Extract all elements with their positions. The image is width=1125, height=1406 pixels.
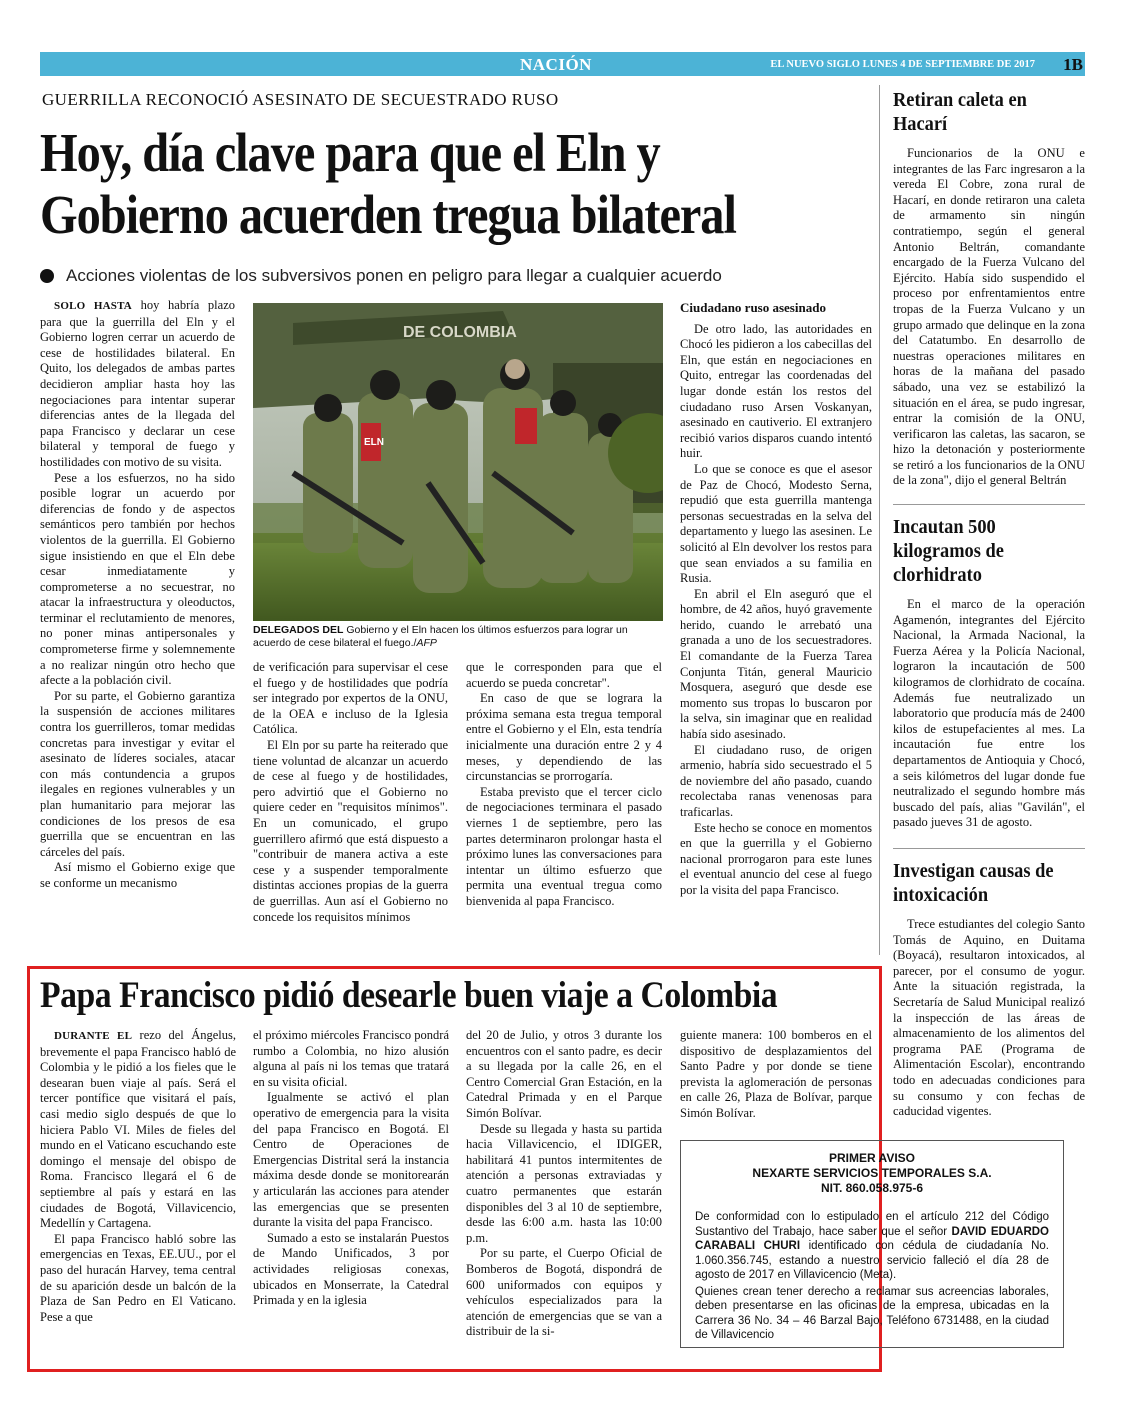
paragraph: Desde su llegada y hasta su partida hacia Villavicencio, el IDIGER, habilitará 41 puntos intermitentes de atención a personas extraviadas y cuatro permanentes que estarán disponibles del 3 al 10 de septiembre, desde las 6:00 a.m. hasta las 10:00 p.m. <box>466 1121 662 1245</box>
notice-text: identificado con cédula de ciudadanía No. 1.060.356.745, estando a nuestro servicio falleció el día 28 de agosto de 2017 en Villavicencio (Meta). <box>695 1240 1049 1281</box>
caption-lead: DELEGADOS DEL <box>253 624 344 636</box>
page-number: 1B <box>1063 55 1083 74</box>
caption-text: Gobierno y el Eln hacen los últimos esfuerzos para lograr un acuerdo de cese bilateral el fuego./ <box>253 624 628 649</box>
sidebar-rule <box>893 848 1085 849</box>
subsection-title: Ciudadano ruso asesinado <box>680 300 826 315</box>
lead-in: DURANTE EL <box>54 1030 133 1042</box>
paragraph: Estaba previsto que el tercer ciclo de negociaciones terminara el pasado viernes 1 de septiembre, pero las partes determinaron prolongar hasta el próximo lunes las conversaciones para intentar un último esfuerzo que permita una eventual tregua como bienvenida al papa Francisco. <box>466 784 662 908</box>
paragraph: Este hecho se conoce en momentos en que la guerrilla y el Gobierno nacional prorrogaron para este lunes el eventual anuncio del cese al fuego por la visita del papa Francisco. <box>680 820 872 897</box>
notice-nit: NIT. 860.058.975-6 <box>820 1181 924 1195</box>
paragraph: En abril el Eln aseguró que el hombre, de 42 años, huyó gravemente herido, cuando le arrebató una granada a uno de los secuestradores. El comandante de la Fuerza Tarea Conjunta Titán, general Mauricio Mosquera, aseguró que desde ese momento sus tropas lo buscaron por la selva, sin imaginar que en realidad había sido asesinado. <box>680 586 872 742</box>
paragraph-text: hoy habría plazo para que la guerrilla del Eln y el Gobierno logren cerrar un acuerdo de cese de hostilidades bilateral. En Quito, los delegados de ambas partes decidieron ampliar hasta hoy las negociaciones para intentar superar diferencias antes de la llegada del papa Francisco y declarar un cese bilateral y temporal de fuego y hostilidades con motivo de su visita. <box>40 298 235 469</box>
sidebar-story-caleta <box>893 88 1085 489</box>
photo-credit: AFP <box>416 637 437 649</box>
sidebar-story-incautan <box>893 498 1085 831</box>
pope-column-4 <box>680 1028 872 1122</box>
paragraph: Por su parte, el Gobierno garantiza la suspensión de acciones militares contra los guerrilleros, tomar medidas concretas para investigar y evitar el asesinato de líderes sociales, atacar con más contundencia a grupos ilegales en regiones vulnerables y un plan humanitario para mejorar las condiciones de los presos de esa guerrilla que se encuentran en las cárceles del país. <box>40 688 235 859</box>
paragraph: Igualmente se activó el plan operativo de emergencia para la visita del papa Francisco en Bogotá. El Centro de Operaciones de Emergencias Distrital será la instancia máxima desde donde se monitorearán y articularán las acciones para atender las emergencias que se presenten durante la visita del papa Francisco. <box>253 1090 449 1230</box>
pope-column-2 <box>253 1028 449 1309</box>
pope-column-1 <box>40 1028 236 1325</box>
notice-claims: Quienes crean tener derecho a reclamar sus acreencias laborales, deben presentarse en las oficinas de la empresa, ubicadas en la Carrera 36 No. 34 – 46 Barzal Bajo, Teléfono 6731488, en la ciudad de Villavicencio <box>695 1285 1049 1341</box>
paragraph <box>40 298 235 471</box>
photo-caption <box>253 624 663 650</box>
pope-column-3 <box>466 1028 662 1340</box>
paragraph: Así mismo el Gobierno exige que se conforme un mecanismo <box>40 860 235 890</box>
paragraph: de verificación para supervisar el cese el fuego y de hostilidades que podría ser integrado por expertos de la ONU, de la OEA e incluso de la Iglesia Católica. <box>253 660 448 737</box>
main-subhead <box>40 266 722 286</box>
paragraph-text: rezo del Ángelus, brevemente el papa Francisco habló de Colombia y le pidió a los fieles que le desearan buen viaje al país. Será el tercer pontífice que visitará el país, casi medio siglo después de que lo hiciera Pablo VI. Miles de fieles del mundo en el Vaticano escuchando este domingo el mensaje del obispo de Roma. Francisco llegará el 6 de septiembre al país y estará en las ciudades de Bogotá, Villavicencio, Medellín y Cartagena. <box>40 1028 236 1231</box>
lead-in: SOLO HASTA <box>54 300 132 312</box>
paragraph: que le corresponden para que el acuerdo se pueda concretar". <box>466 660 662 690</box>
sidebar-divider <box>879 85 880 955</box>
notice-company: NEXARTE SERVICIOS TEMPORALES S.A. <box>752 1166 992 1180</box>
sidebar-text: Trece estudiantes del colegio Santo Tomás de Aquino, en Duitama (Boyacá), resultaron intoxicados, al parecer, por el consumo de yogur. Ante la situación registrada, la Secretaría de Salud Municipal realizó la inspección de las áreas de almacenamiento de los alimentos del programa PAE (Programa de Alimentación Escolar), encontrando todo en adecuadas condiciones para su consumo y con fechas de caducidad vigentes. <box>893 917 1085 1119</box>
main-column-1 <box>40 298 235 892</box>
armband-lettering: ELN <box>364 437 384 448</box>
notice-text: De conformidad con lo estipulado en el artículo 212 del Código Sustantivo del Trabajo, hace saber que el señor <box>695 1211 1049 1238</box>
paragraph: Sumado a esto se instalarán Puestos de Mando Unificados, 3 por actividades religiosas conexas, ubicados en Monserrate, la Catedral Primada y en la iglesia <box>253 1230 449 1308</box>
paragraph: del 20 de Julio, y otros 3 durante los encuentros con el santo padre, es decir a su llegada por la calle 26, en el Centro Comercial Gran Estación, en la Catedral Primada y en el Parque Simón Bolívar. <box>466 1028 662 1120</box>
notice-name: DAVID EDUARDO CARABALI CHURI <box>695 1225 1049 1252</box>
main-column-4 <box>680 300 872 899</box>
paragraph: En caso de que se lograra la próxima semana esta tregua temporal entre el Gobierno y el Eln, esta tendría inicialmente una duración entre 2 y 4 meses, y dependiendo de las circunstancias se prorrogaría. <box>466 691 662 784</box>
sidebar-title: Investigan causas de intoxicación <box>893 860 1054 906</box>
paragraph: el próximo miércoles Francisco pondrá rumbo a Colombia, no hizo alusión alguna al país ni los temas que tratará en su visita oficial. <box>253 1028 449 1089</box>
sidebar-rule <box>893 504 1085 505</box>
sidebar-title: Retiran caleta en Hacarí <box>893 89 1027 135</box>
sidebar-story-intoxicacion <box>893 842 1085 1120</box>
sidebar-text: Funcionarios de la ONU e integrantes de las Farc ingresaron a la vereda El Cobre, zona rural de Hacarí, en donde retiraron una caleta de armamento sin ningún contratiempo, según el general Antonio Beltrán, comandante encargado de la Fuerza Vulcano del Ejército. Había sido suspendido el proceso por enfrentamientos entre tropas de la Fuerza Vulcano y un grupo armado que delinque en la zona del Catatumbo. En desarrollo de nuestras operaciones militares en horas de la mañana del pasado sábado, una vez se estabilizó la situación en el área, se pudo ingresar, entrar la comisión de la ONU, verificaron las caletas, las sacaron, se hizo la detonación y posteriormente se retiró a los funcionarios de la ONU de la zona", dijo el general Beltrán <box>893 146 1085 488</box>
paragraph: Pese a los esfuerzos, no ha sido posible lograr un acuerdo por diferencias de fondo y de aspectos semánticos pero también por hechos violentos de la guerrilla. El Gobierno sigue insistiendo en que el Eln debe cesar inmediatamente y comprometerse a no secuestrar, no atacar la infraestructura y oleoductos, terminar el reclutamiento de menores, no poner minas antipersonales y comprometerse firme y solemnemente a no realizar ningún otro hecho que afecte a la población civil. <box>40 470 235 688</box>
headline-line-2: Gobierno acuerden tregua bilateral <box>40 184 736 245</box>
paragraph <box>40 1028 236 1232</box>
subhead-text: Acciones violentas de los subversivos ponen en peligro para llegar a cualquier acuerdo <box>66 266 722 285</box>
paragraph: Por su parte, el Cuerpo Oficial de Bomberos de Bogotá, dispondrá de 600 uniformados con equipos y vehículos especializados para la atención de emergencias que se van a distribuir de la si- <box>466 1246 662 1339</box>
paragraph: guiente manera: 100 bomberos en el dispositivo de desplazamientos del Santo Padre y por donde se tiene prevista la aglomeración de personas en calle 26, Plaza de Bolívar, parque Simón Bolívar. <box>680 1028 872 1120</box>
paragraph: Lo que se conoce es que el asesor de Paz de Chocó, Modesto Serna, repudió que esta guerrilla mantenga personas secuestradas en la selva del departamento y luego las asesinen. Le solicitó al Eln devolver los restos para que sean enviados a su familia en Rusia. <box>680 461 872 586</box>
main-column-3 <box>466 660 662 910</box>
legal-notice-box <box>680 1140 1064 1348</box>
pope-headline: Papa Francisco pidió desearle buen viaje a Colombia <box>40 975 778 1016</box>
sidebar-text: En el marco de la operación Agamenón, integrantes del Ejército Nacional, la Armada Nacional, la Fuerza Aérea y la Policía Nacional, lograron la incautación de 500 kilogramos de clorhidrato de cocaína. Además fue neutralizado un laboratorio que producía más de 2400 kilos de estupefacientes al mes. La incautación fue entre los departamentos de Antioquia y Chocó, a seis kilómetros del lugar donde fue neutralizado el segundo hombre más buscado del país, alias "Gavilán", el pasado jueves 31 de agosto. <box>893 597 1085 830</box>
paragraph: El ciudadano ruso, de origen armenio, habría sido secuestrado el 5 de noviembre del año pasado, cuando recolectaba ranas venenosas para traficarlas. <box>680 742 872 819</box>
paragraph: El Eln por su parte ha reiterado que tiene voluntad de alcanzar un acuerdo de cese al fuego y de hostilidades, pero advirtió que el Gobierno no quiere ceder en "requisitos mínimos". En un comunicado, el grupo guerrillero afirmó que está dispuesto a "contribuir de manera activa a este cese y a suspender temporalmente distintas acciones propias de la guerra de guerrillas. Aun así el Gobierno no concede los requisitos mínimos <box>253 737 448 924</box>
helicopter-lettering: DE COLOMBIA <box>403 324 517 341</box>
news-photo <box>253 303 663 621</box>
section-label: NACIÓN <box>520 55 592 74</box>
notice-heading: PRIMER AVISO <box>828 1151 915 1165</box>
paragraph: El papa Francisco habló sobre las emergencias en Texas, EE.UU., por el paso del huracán Harvey, tema central de su aparición desde un balcón de la Plaza de San Pedro en El Vaticano. Pese a que <box>40 1231 236 1324</box>
notice-body <box>695 1210 1049 1283</box>
newspaper-date: EL NUEVO SIGLO LUNES 4 DE SEPTIEMBRE DE 2017 <box>770 59 1035 70</box>
bullet-icon <box>40 269 54 283</box>
photo-illustration <box>253 303 663 621</box>
headline-line-1: Hoy, día clave para que el Eln y <box>40 122 660 183</box>
main-column-2 <box>253 660 448 925</box>
paragraph: De otro lado, las autoridades en Chocó les pidieron a los cabecillas del Eln, que están en negociaciones en Quito, entregar las coordenadas del lugar donde están los restos del ciudadano ruso Arsen Voskanyan, asesinado en cautiverio. El extranjero recibió varios disparos cuando intentó huir. <box>680 321 872 461</box>
main-kicker: GUERRILLA RECONOCIÓ ASESINATO DE SECUESTRADO RUSO <box>42 90 559 109</box>
sidebar-title: Incautan 500 kilogramos de clorhidrato <box>893 516 1004 586</box>
main-headline <box>40 122 762 246</box>
